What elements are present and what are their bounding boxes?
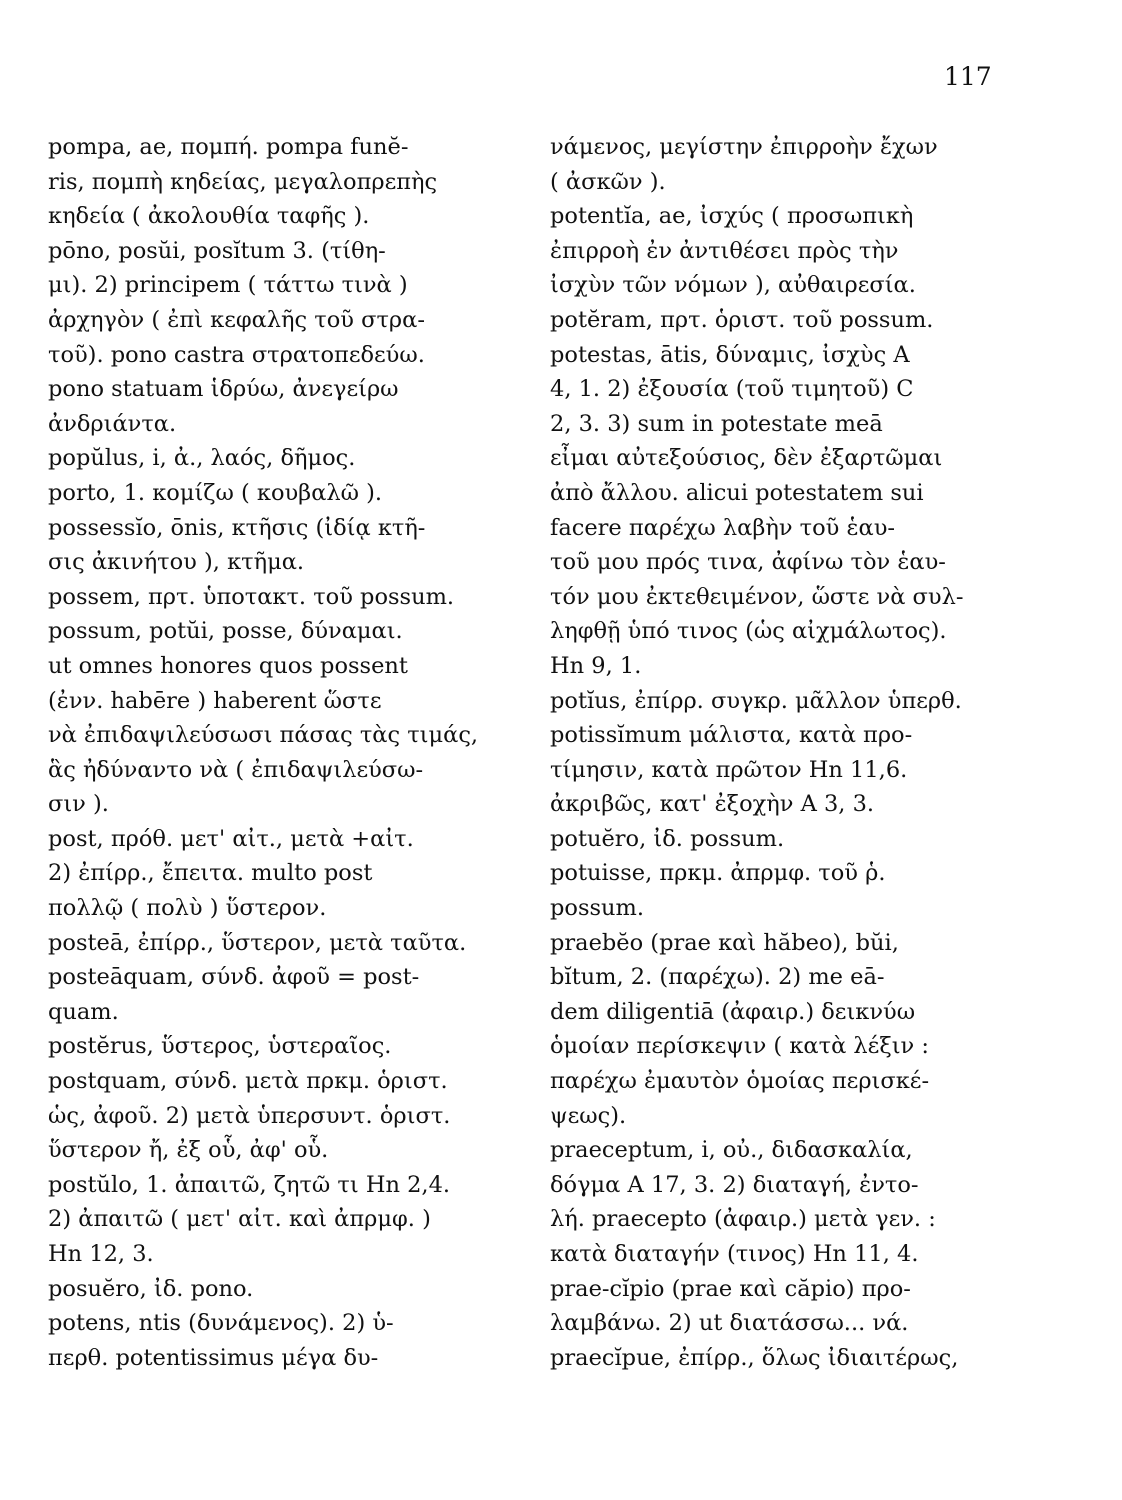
- dictionary-line: τίμησιν, κατὰ πρῶτον Hn 11,6.: [550, 756, 908, 783]
- dictionary-line: ψεως).: [550, 1102, 627, 1129]
- dictionary-line: possum, potŭi, posse, δύναμαι.: [48, 618, 403, 645]
- dictionary-line: postŭlo, 1. ἀπαιτῶ, ζητῶ τι Hn 2,4.: [48, 1171, 451, 1198]
- dictionary-line: ληφθῇ ὑπό τινος (ὡς αἰχμάλωτος).: [550, 618, 947, 645]
- dictionary-line: quam.: [48, 998, 119, 1025]
- right-column: [550, 130, 990, 1375]
- dictionary-line: potissĭmum μάλιστα, κατὰ προ-: [550, 722, 913, 749]
- dictionary-line: potuisse, πρκμ. ἀπρμφ. τοῦ ῥ.: [550, 860, 886, 887]
- dictionary-line: dem diligentiā (ἀφαιρ.) δεικνύω: [550, 998, 916, 1025]
- dictionary-line: τόν μου ἐκτεθειμένον, ὥστε νὰ συλ-: [550, 583, 964, 610]
- dictionary-line: ὕστερον ἤ, ἐξ οὗ, ἀφ' οὗ.: [48, 1137, 329, 1164]
- dictionary-line: παρέχω ἐμαυτὸν ὁμοίας περισκέ-: [550, 1068, 930, 1095]
- dictionary-line: σιν ).: [48, 791, 109, 818]
- dictionary-line: pono statuam ἱδρύω, ἀνεγείρω: [48, 376, 399, 403]
- dictionary-line: porto, 1. κομίζω ( κουβαλῶ ).: [48, 479, 383, 506]
- dictionary-line: facere παρέχω λαβὴν τοῦ ἑαυ-: [550, 514, 896, 541]
- dictionary-line: νάμενος, μεγίστην ἐπιρροὴν ἔχων: [550, 134, 938, 160]
- dictionary-line: potuĕro, ἰδ. possum.: [550, 825, 785, 852]
- dictionary-line: 4, 1. 2) ἐξουσία (τοῦ τιμητοῦ) C: [550, 376, 914, 403]
- left-column: [48, 130, 514, 1375]
- dictionary-line: potens, ntis (δυνάμενος). 2) ὑ-: [48, 1310, 394, 1337]
- dictionary-line: praebĕo (prae καὶ hăbeo), bŭi,: [550, 929, 899, 956]
- dictionary-line: εἶμαι αὐτεξούσιος, δὲν ἐξαρτῶμαι: [550, 445, 943, 472]
- dictionary-line: possessĭo, ōnis, κτῆσις (ἰδίᾳ κτῆ-: [48, 514, 426, 541]
- page-number: 117: [944, 62, 992, 91]
- dictionary-line: Hn 9, 1.: [550, 652, 642, 679]
- dictionary-line: postĕrus, ὕστερος, ὑστεραῖος.: [48, 1033, 392, 1060]
- dictionary-line: potĕram, πρτ. ὁριστ. τοῦ possum.: [550, 306, 934, 333]
- dictionary-line: posuĕro, ἰδ. pono.: [48, 1275, 254, 1302]
- dictionary-line: ἀρχηγὸν ( ἐπὶ κεφαλῆς τοῦ στρα-: [48, 306, 425, 333]
- dictionary-line: ris, πομπὴ κηδείας, μεγαλοπρεπὴς: [48, 168, 438, 195]
- dictionary-line: περθ. potentissimus μέγα δυ-: [48, 1344, 379, 1371]
- dictionary-line: bĭtum, 2. (παρέχω). 2) me eā-: [550, 964, 885, 991]
- dictionary-line: ut omnes honores quos possent: [48, 652, 408, 679]
- dictionary-line: pōno, posŭi, posĭtum 3. (τίθη-: [48, 237, 386, 264]
- dictionary-line: praeceptum, i, οὐ., διδασκαλία,: [550, 1137, 913, 1164]
- dictionary-line: 2) ἀπαιτῶ ( μετ' αἰτ. καὶ ἀπρμφ. ): [48, 1206, 431, 1233]
- dictionary-line: popŭlus, i, ἀ., λαός, δῆμος.: [48, 445, 356, 472]
- dictionary-line: λαμβάνω. 2) ut διατάσσω... νά.: [550, 1310, 909, 1337]
- dictionary-line: ὡς, ἀφοῦ. 2) μετὰ ὑπερσυντ. ὁριστ.: [48, 1102, 451, 1129]
- dictionary-line: praecĭpue, ἐπίρρ., ὅλως ἰδιαιτέρως,: [550, 1344, 959, 1371]
- dictionary-line: 2) ἐπίρρ., ἔπειτα. multo post: [48, 860, 373, 887]
- dictionary-line: ( ἀσκῶν ).: [550, 168, 666, 195]
- dictionary-line: πολλῷ ( πολὺ ) ὕστερον.: [48, 895, 327, 922]
- dictionary-line: prae-cĭpio (prae καὶ căpio) προ-: [550, 1275, 911, 1302]
- dictionary-line: posteāquam, σύνδ. ἀφοῦ = post-: [48, 964, 420, 991]
- dictionary-line: posteā, ἐπίρρ., ὕστερον, μετὰ ταῦτα.: [48, 929, 467, 956]
- dictionary-line: potentĭa, ae, ἰσχύς ( προσωπικὴ: [550, 203, 914, 230]
- dictionary-line: νὰ ἐπιδαψιλεύσωσι πάσας τὰς τιμάς,: [48, 722, 479, 749]
- dictionary-line: μι). 2) principem ( τάττω τινὰ ): [48, 272, 408, 299]
- dictionary-line: post, πρόθ. μετ' αἰτ., μετὰ +αἰτ.: [48, 825, 414, 852]
- dictionary-line: ἀπὸ ἄλλου. alicui potestatem sui: [550, 479, 924, 506]
- dictionary-line: τοῦ μου πρός τινα, ἀφίνω τὸν ἑαυ-: [550, 549, 946, 576]
- dictionary-line: σις ἀκινήτου ), κτῆμα.: [48, 549, 305, 576]
- dictionary-line: Hn 12, 3.: [48, 1241, 154, 1267]
- dictionary-line: λή. praecepto (ἀφαιρ.) μετὰ γεν. :: [550, 1206, 936, 1233]
- dictionary-line: ὁμοίαν περίσκεψιν ( κατὰ λέξιν :: [550, 1033, 929, 1060]
- dictionary-line: ἀκριβῶς, κατ' ἐξοχὴν A 3, 3.: [550, 791, 875, 818]
- dictionary-line: (ἐνν. habēre ) haberent ὥστε: [48, 687, 382, 714]
- dictionary-line: ἐπιρροὴ ἐν ἀντιθέσει πρὸς τὴν: [550, 237, 899, 264]
- dictionary-line: potestas, ātis, δύναμις, ἰσχὺς A: [550, 341, 910, 368]
- dictionary-line: ἀνδριάντα.: [48, 410, 177, 437]
- dictionary-line: postquam, σύνδ. μετὰ πρκμ. ὁριστ.: [48, 1068, 448, 1095]
- dictionary-line: 2, 3. 3) sum in potestate meā: [550, 410, 883, 437]
- dictionary-line: pompa, ae, πομπή. pompa funĕ-: [48, 134, 409, 160]
- dictionary-line: potĭus, ἐπίρρ. συγκρ. μᾶλλον ὑπερθ.: [550, 687, 962, 714]
- dictionary-line: τοῦ). pono castra στρατοπεδεύω.: [48, 341, 425, 368]
- dictionary-line: possem, πρτ. ὑποτακτ. τοῦ possum.: [48, 583, 455, 610]
- dictionary-line: ἃς ἠδύναντο νὰ ( ἐπιδαψιλεύσω-: [48, 756, 424, 783]
- dictionary-line: possum.: [550, 895, 645, 922]
- dictionary-line: ἰσχὺν τῶν νόμων ), αὐθαιρεσία.: [550, 272, 916, 299]
- dictionary-line: κηδεία ( ἀκολουθία ταφῆς ).: [48, 203, 370, 230]
- dictionary-line: δόγμα A 17, 3. 2) διαταγή, ἐντο-: [550, 1171, 919, 1198]
- dictionary-line: κατὰ διαταγήν (τινος) Hn 11, 4.: [550, 1241, 919, 1267]
